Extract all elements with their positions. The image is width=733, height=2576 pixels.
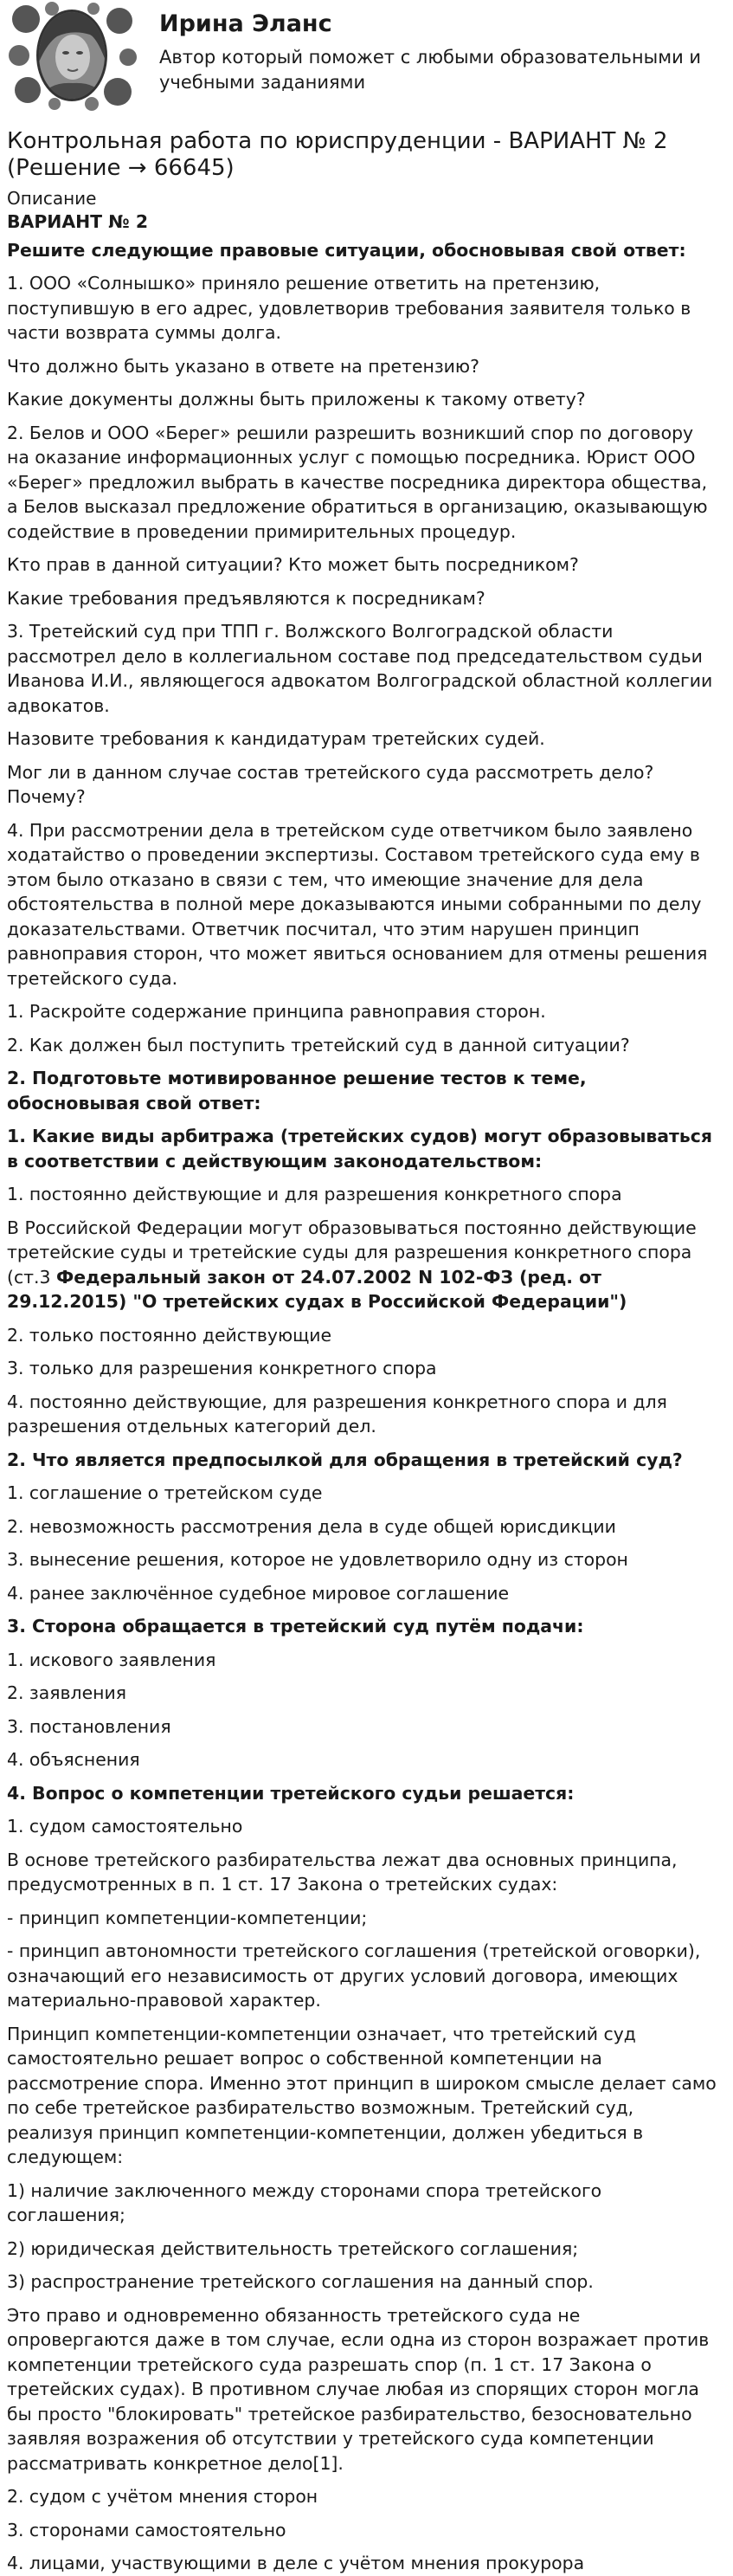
paragraph xyxy=(7,1547,721,1572)
paragraph xyxy=(7,1182,721,1207)
paragraph-text: 4. При рассмотрении дела в третейском суде ответчиком было заявлено ходатайство о проведении экспертизы. Составом третейского суда ему в этом было отказано в связи с тем, что имеющие значение для дела обстоятельства в полной мере доказываются иными собранными по делу доказательствами. Ответчик посчитал, что этим нарушен принцип равноправия сторон, что может явиться основанием для отмены решения третейского суда. xyxy=(7,819,708,989)
paragraph-text: 1. Какие виды арбитража (третейских судов) могут образовываться в соответствии с действующим законодательством: xyxy=(7,1126,712,1172)
paragraph xyxy=(7,354,721,379)
paragraph-text: Что должно быть указано в ответе на претензию? xyxy=(7,355,479,377)
paragraph xyxy=(7,1714,721,1740)
paragraph xyxy=(7,1939,721,2013)
paragraph xyxy=(7,238,721,263)
author-info xyxy=(159,0,721,95)
paragraph xyxy=(7,1848,721,1897)
paragraph-text: 1. постоянно действующие и для разрешения конкретного спора xyxy=(7,1184,622,1204)
variant-heading: ВАРИАНТ № 2 xyxy=(7,211,149,232)
paragraph xyxy=(7,1514,721,1540)
document-body xyxy=(7,210,721,2576)
paragraph-text: В Российской Федерации могут образовываться постоянно действующие третейские суды и третейские суды для разрешения конкретного спора (ст.3 xyxy=(7,1217,697,1288)
paragraph xyxy=(7,1216,721,1314)
paragraph-text: 1. искового заявления xyxy=(7,1649,216,1670)
paragraph-text: 2. Как должен был поступить третейский суд в данной ситуации? xyxy=(7,1034,630,1056)
paragraph-text: Решите следующие правовые ситуации, обосновывая свой ответ: xyxy=(7,239,686,261)
paragraph-text: 3. Третейский суд при ТПП г. Волжского Волгоградской области рассмотрел дело в коллегиальном составе под председательством судьи Иванова И.И., являющегося адвокатом Волгоградской областной коллегии адвокатов. xyxy=(7,621,713,716)
paragraph-text: 2. судом с учётом мнения сторон xyxy=(7,2486,318,2507)
paragraph xyxy=(7,2237,721,2262)
paragraph-text: 3) распространение третейского соглашения на данный спор. xyxy=(7,2271,594,2292)
paragraph-text: 2) юридическая действительность третейского соглашения; xyxy=(7,2237,579,2259)
author-description: Автор который поможет с любыми образовательными и учебными заданиями xyxy=(159,47,702,93)
law-reference: Федеральный закон от 24.07.2002 N 102-ФЗ (ред. от 29.12.2015) "О третейских судах в Российской Федерации") xyxy=(7,1266,627,1312)
paragraph-text: Какие требования предъявляются к посредникам? xyxy=(7,587,485,609)
paragraph-text: 4. Вопрос о компетенции третейского судьи решается: xyxy=(7,1782,575,1804)
paragraph xyxy=(7,1814,721,1839)
paragraph-text: 2. только постоянно действующие xyxy=(7,1324,332,1346)
paragraph xyxy=(7,2022,721,2170)
author-header xyxy=(7,0,721,114)
paragraph xyxy=(7,2484,721,2509)
paragraph-text: Какие документы должны быть приложены к такому ответу? xyxy=(7,389,586,410)
paragraph xyxy=(7,1481,721,1506)
paragraph xyxy=(7,999,721,1024)
paragraph-text: 2. Белов и ООО «Берег» решили разрешить возникший спор по договору на оказание информационных услуг с помощью посредника. Юрист ООО «Берег» предложил выбрать в качестве посредника директора общества, а Белов высказал предложение обратиться в организацию, оказывающую содействие в проведении примирительных процедур. xyxy=(7,422,708,542)
paragraph-text: 3. только для разрешения конкретного спора xyxy=(7,1358,437,1378)
paragraph-text: 3. вынесение решения, которое не удовлетворило одну из сторон xyxy=(7,1549,628,1570)
description-label: Описание xyxy=(7,188,97,209)
paragraph-text: Это право и одновременно обязанность третейского суда не опровергаются даже в том случае, если одна из сторон возражает против компетенции третейского суда разрешать спор (п. 1 ст. 17 Закона о третейских судах). В противном случае любая из спорящих сторон могла бы просто "блокировать" третейское разбирательство, безосновательно заявляя возражения об отсутствии у третейского суда компетенции рассматривать конкретное дело[1]. xyxy=(7,2304,710,2474)
paragraph xyxy=(7,586,721,611)
paragraph xyxy=(7,421,721,545)
paragraph-text: 2. Подготовьте мотивированное решение тестов к теме, обосновывая свой ответ: xyxy=(7,1068,587,1114)
paragraph-text: - принцип автономности третейского соглашения (третейской оговорки), означающий его независимость от других условий договора, имеющих материально-правовой характер. xyxy=(7,1940,701,2011)
paragraph xyxy=(7,818,721,991)
paragraph xyxy=(7,726,721,752)
paragraph xyxy=(7,1681,721,1706)
paragraph-text: 1. соглашение о третейском суде xyxy=(7,1482,323,1503)
paragraph xyxy=(7,1581,721,1606)
paragraph-text: В основе третейского разбирательства лежат два основных принципа, предусмотренных в п. 1 ст. 17 Закона о третейских судах: xyxy=(7,1849,678,1895)
paragraph-text: 2. заявления xyxy=(7,1682,126,1703)
paragraph xyxy=(7,1448,721,1473)
author-name[interactable]: Ирина Эланс xyxy=(159,10,332,37)
paragraph-text: - принцип компетенции-компетенции; xyxy=(7,1907,368,1928)
paragraph xyxy=(7,1614,721,1639)
paragraph-text: 4. лицами, участвующими в деле с учётом мнения прокурора xyxy=(7,2553,585,2573)
paragraph-text: 4. постоянно действующие, для разрешения конкретного спора и для разрешения отдельных категорий дел. xyxy=(7,1391,667,1436)
paragraph xyxy=(7,1781,721,1806)
paragraph xyxy=(7,387,721,412)
paragraph-text: 1. Раскройте содержание принципа равноправия сторон. xyxy=(7,1001,546,1022)
paragraph-text: 3. постановления xyxy=(7,1715,171,1737)
paragraph-text: 2. невозможность рассмотрения дела в суде общей юрисдикции xyxy=(7,1515,616,1537)
paragraph-text: 2. Что является предпосылкой для обращения в третейский суд? xyxy=(7,1449,683,1470)
paragraph xyxy=(7,1648,721,1673)
paragraph-text: 1. ООО «Солнышко» приняло решение ответить на претензию, поступившую в его адрес, удовлетворив требования заявителя только в части возврата суммы долга. xyxy=(7,273,691,343)
paragraph xyxy=(7,1323,721,1348)
page-title: Контрольная работа по юриспруденции - ВАРИАНТ № 2 (Решение → 66645) xyxy=(7,128,668,181)
paragraph xyxy=(7,1906,721,1931)
paragraph-text: 3. Сторона обращается в третейский суд путём подачи: xyxy=(7,1616,584,1637)
paragraph-text: Принцип компетенции-компетенции означает, что третейский суд самостоятельно решает вопрос о собственной компетенции на рассмотрение спора. Именно этот принцип в широком смысле делает само по себе третейское разбирательство возможным. Третейский суд, реализуя принцип компетенции-компетенции, должен убедиться в следующем: xyxy=(7,2023,717,2167)
paragraph xyxy=(7,2269,721,2295)
paragraph xyxy=(7,619,721,718)
paragraph xyxy=(7,2179,721,2228)
paragraph xyxy=(7,1124,721,1173)
paragraph xyxy=(7,1033,721,1058)
paragraph xyxy=(7,760,721,810)
paragraph xyxy=(7,552,721,578)
paragraph xyxy=(7,2551,721,2576)
paragraph-list xyxy=(7,238,721,2576)
paragraph-text: Кто прав в данной ситуации? Кто может быть посредником? xyxy=(7,554,579,575)
paragraph-text: 4. ранее заключённое судебное мировое соглашение xyxy=(7,1582,510,1604)
paragraph-text: 1. судом самостоятельно xyxy=(7,1816,243,1837)
paragraph xyxy=(7,2518,721,2543)
paragraph-text: 3. сторонами самостоятельно xyxy=(7,2519,286,2540)
author-avatar[interactable] xyxy=(7,0,137,111)
paragraph-text: Назовите требования к кандидатурам третейских судей. xyxy=(7,728,545,749)
paragraph xyxy=(7,1356,721,1381)
paragraph xyxy=(7,1390,721,1439)
paragraph-text: Мог ли в данном случае состав третейского суда рассмотреть дело? Почему? xyxy=(7,761,654,807)
paragraph xyxy=(7,271,721,345)
paragraph-text: 4. объяснения xyxy=(7,1749,140,1770)
paragraph xyxy=(7,1066,721,1115)
paragraph xyxy=(7,1747,721,1772)
paragraph xyxy=(7,2303,721,2476)
paragraph-text: 1) наличие заключенного между сторонами спора третейского соглашения; xyxy=(7,2179,602,2225)
